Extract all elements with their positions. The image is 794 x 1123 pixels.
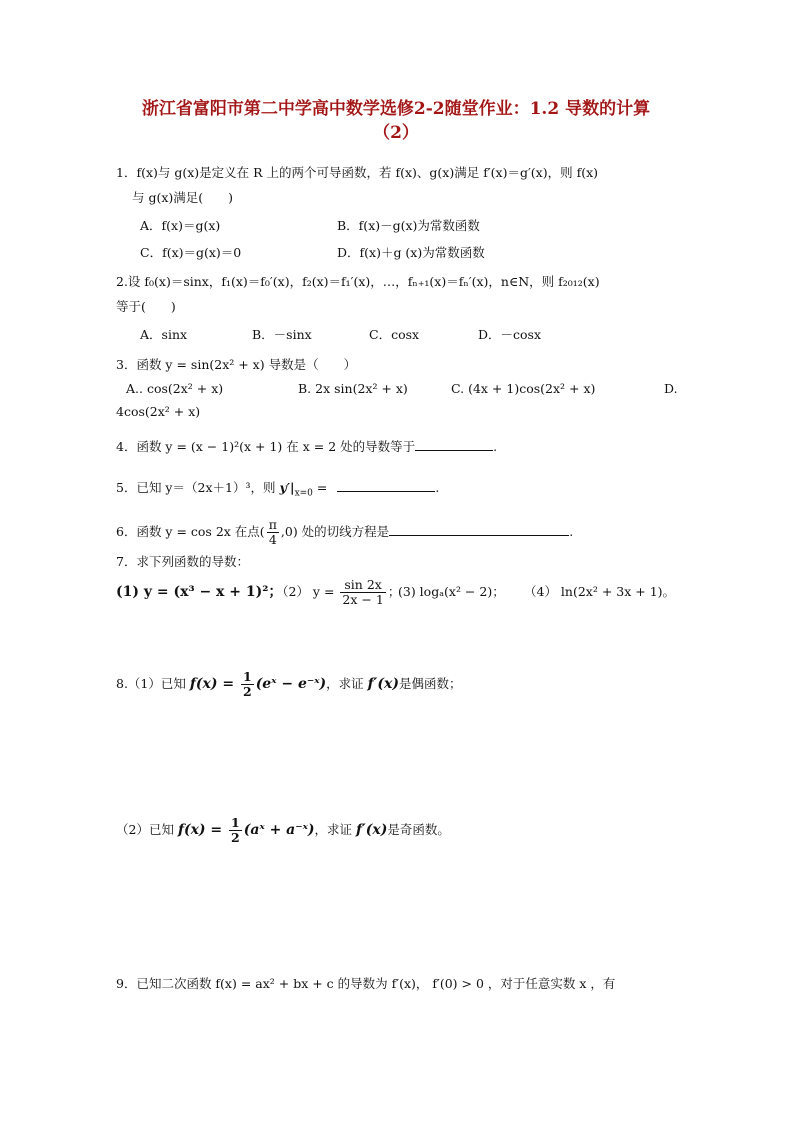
q6-answer-blank xyxy=(389,523,569,536)
q9-stem: 9．已知二次函数 f(x) = ax² + bx + c 的导数为 f′(x)， f′(0) > 0 ，对于任意实数 x ，有 xyxy=(116,976,616,991)
q7-part-2-den: 2x − 1 xyxy=(342,592,384,607)
q8-part-2-func: f(x) = xyxy=(177,822,228,838)
q8-part-1-half xyxy=(241,670,254,699)
q4-text: 4．函数 y = (x − 1)²(x + 1) 在 x = 2 处的导数等于 xyxy=(116,439,416,454)
q1-option-d: D．f(x)＋g (x)为常数函数 xyxy=(337,245,485,260)
q5-equals: = xyxy=(312,480,332,495)
q7-part-2-num: sin 2x xyxy=(340,578,385,593)
q4-end: . xyxy=(493,439,498,454)
q3-option-a: A.. cos(2x² + x) xyxy=(126,381,224,396)
q6-fraction-num: π xyxy=(268,517,277,532)
q8-part-1-expr: (eˣ − e⁻ˣ) xyxy=(255,676,327,692)
q3-stem: 3．函数 y = sin(2x² + x) 导数是（ ） xyxy=(116,357,357,372)
q7-part-1 xyxy=(116,582,282,602)
q8-part-1 xyxy=(116,670,461,699)
q6-text-a: 6．函数 y = cos 2x 在点( xyxy=(116,524,265,539)
q4-answer-blank xyxy=(415,438,493,451)
q8-part-1-text: ，求证 xyxy=(326,676,364,691)
q3-option-d-label: D. xyxy=(664,381,678,396)
q7-part-2-fraction xyxy=(340,578,385,607)
q3-option-b: B. 2x sin(2x² + x) xyxy=(298,381,408,396)
q5-end: . xyxy=(435,480,440,495)
q7-part-2-label: （2） y = xyxy=(276,584,339,599)
q1-stem-cont: 与 g(x)满足( ) xyxy=(132,190,234,205)
q8-part-2-half xyxy=(229,816,242,845)
q8-part-1-half-den: 2 xyxy=(242,684,252,699)
q8-part-2-deriv: f′(x) xyxy=(356,822,388,838)
q8-part-2-half-den: 2 xyxy=(231,830,240,845)
q7-part-4: （4） ln(2x² + 3x + 1)。 xyxy=(524,584,676,599)
q1-option-c: C．f(x)＝g(x)＝0 xyxy=(140,245,242,260)
q8-part-1-deriv: f′(x) xyxy=(367,676,399,692)
q8-part-2-end: 是奇函数。 xyxy=(387,822,450,837)
q6-fraction xyxy=(267,518,279,547)
q5-text: 5．已知 y＝（2x＋1）³，则 xyxy=(116,480,276,495)
q5-stem xyxy=(116,478,439,498)
q1-option-a: A．f(x)＝g(x) xyxy=(140,218,221,233)
q8-part-2-label: （2）已知 xyxy=(116,822,174,837)
q8-part-1-half-num: 1 xyxy=(242,669,252,684)
q3-option-c: C. (4x + 1)cos(2x² + x) xyxy=(451,381,596,396)
q2-option-c: C．cosx xyxy=(369,327,420,342)
q2-option-a: A．sinx xyxy=(140,327,188,342)
q8-part-1-func: f(x) = xyxy=(189,676,239,692)
q2-option-d: D．－cosx xyxy=(478,327,542,342)
q5-answer-blank xyxy=(337,479,435,492)
q1-option-b: B．f(x)－g(x)为常数函数 xyxy=(337,218,480,233)
q7-part-2 xyxy=(276,578,400,607)
q2-option-b: B．－sinx xyxy=(252,327,312,342)
q7-part-3: (3) logₐ(x² − 2)； xyxy=(398,584,505,599)
q7-part-1-text: (1) y = (x³ − x + 1)²； xyxy=(116,584,283,600)
q8-part-2-expr: (aˣ + a⁻ˣ) xyxy=(243,822,315,838)
q8-part-2-half-num: 1 xyxy=(231,815,240,830)
q8-part-2 xyxy=(116,816,450,845)
q1-stem: 1．f(x)与 g(x)是定义在 R 上的两个可导函数，若 f(x)、g(x)满足 f′(x)＝g′(x)，则 f(x) xyxy=(116,165,599,180)
q8-part-2-text: ，求证 xyxy=(314,822,353,837)
q2-stem: 2.设 f₀(x)＝sinx，f₁(x)＝f₀′(x)，f₂(x)＝f₁′(x)，…，fₙ₊₁(x)＝fₙ′(x)，n∈N，则 f₂₀₁₂(x) xyxy=(116,274,600,289)
page-title: 浙江省富阳市第二中学高中数学选修2-2随堂作业：1.2 导数的计算 xyxy=(141,99,651,119)
q6-fraction-den: 4 xyxy=(268,532,277,547)
q7-part-2-end: ； xyxy=(387,584,401,599)
q3-option-d-value: 4cos(2x² + x) xyxy=(116,404,201,419)
q8-part-1-label: 8.（1）已知 xyxy=(116,676,186,691)
q6-text-b: ,0) 处的切线方程是 xyxy=(280,524,390,539)
q4-stem xyxy=(116,437,497,457)
q2-stem-cont: 等于( ) xyxy=(116,299,176,314)
q8-part-1-end: 是偶函数； xyxy=(398,676,462,691)
q7-stem: 7．求下列函数的导数： xyxy=(116,554,249,569)
page-title-suffix: （2） xyxy=(373,123,419,143)
q6-end: . xyxy=(569,524,574,539)
q5-subscript: x=0 xyxy=(294,488,313,499)
q6-stem xyxy=(116,518,573,547)
q5-derivative: y′| xyxy=(279,480,295,495)
